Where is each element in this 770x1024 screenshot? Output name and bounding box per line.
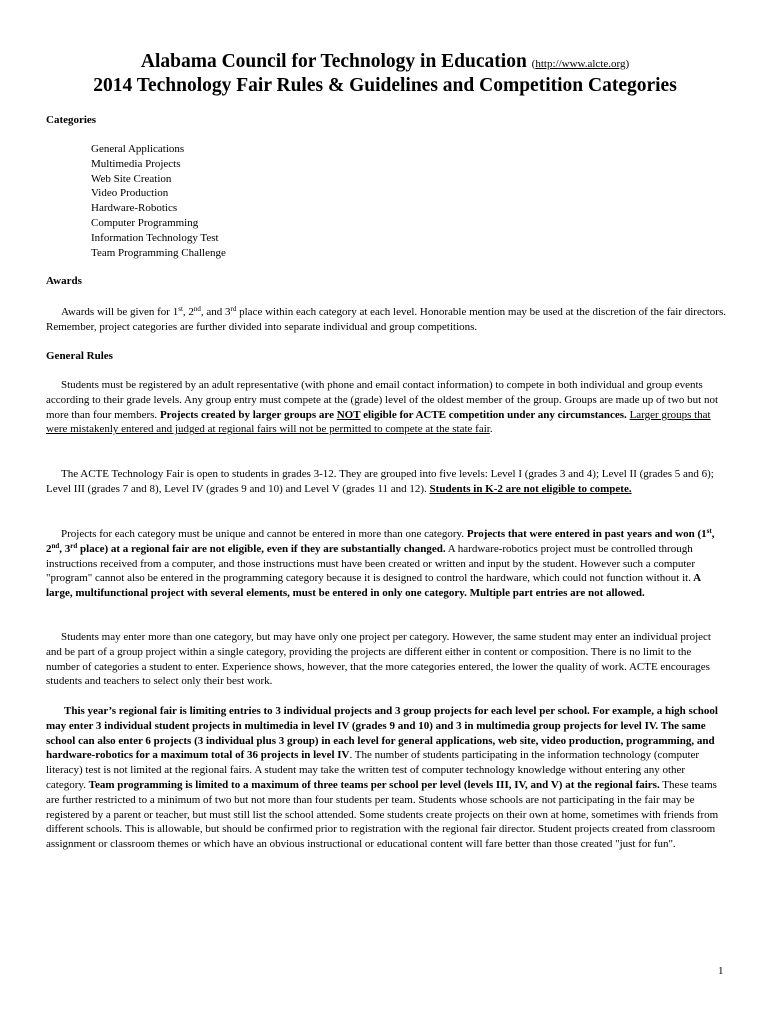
rules-paragraph-registration: Students must be registered by an adult representative (with phone and email contact information) to compete in both individual and group events according to their grade levels. Any group entry must compete at the (grade) level of the oldest member of the group. Groups are made up of two but not more than four members. Projects created by larger groups are NOT eligible for ACTE competition under any circumstances. Larger groups that were mistakenly entered and judged at regional fairs will not be permitted to compete at the state fair. — [46, 379, 719, 436]
alcte-website-link[interactable]: http://www.alcte.org — [535, 58, 626, 70]
awards-paragraph: Awards will be given for 1st, 2nd, and 3rd place within each category at each level. Honorable mention may be used at the discretion of the fair directors. Remember, project categories are further divided into separate individual and group competitions. — [46, 305, 726, 333]
document-title-line1 — [0, 50, 770, 76]
organization-name: Alabama Council for Technology in Education — [140, 51, 527, 72]
url-wrapper: (http://www.alcte.org) — [531, 58, 630, 70]
list-item: Computer Programming — [91, 216, 199, 229]
document-title-line2: 2014 Technology Fair Rules & Guidelines and Competition Categories — [93, 75, 677, 96]
list-item: Information Technology Test — [91, 231, 219, 244]
rules-paragraph-multiple-categories: Students may enter more than one category, but may have only one project per category. However, the same student may enter an individual project and be part of a group project within a single category, providing the projects are different either in content or composition. There is no limit to the number of categories a student to enter. Experience shows, however, that the more categories entered, the lower the quality of work. ACTE encourages students and teachers to select only their best work. — [46, 631, 711, 688]
list-item: General Applications — [91, 143, 185, 155]
awards-heading: Awards — [46, 275, 82, 287]
rules-paragraph-unique-projects: Projects for each category must be unique and cannot be entered in more than one category. Projects that were entered in past years and won (1st, 2nd, 3rd place) at a regional fair are not eligible, even if they are substantially changed. A hardware-robotics project must be controlled through instructions received from a computer, and those instructions must have been created or written and input by the student. However such a computer "program" cannot also be entered in the programming category because it is designed to control the hardware, which could not function without it. A large, multifunctional project with several elements, must be entered in only one category. Multiple part entries are not allowed. — [46, 527, 715, 600]
categories-list — [91, 142, 226, 260]
general-rules-heading: General Rules — [46, 350, 113, 362]
rules-paragraph-levels: The ACTE Technology Fair is open to students in grades 3-12. They are grouped into five levels: Level I (grades 3 and 4); Level II (grades 5 and 6); Level III (grades 7 and 8), Level IV (grades 9 and 10) and Level V (grades 11 and 12). Students in K-2 are not eligible to compete. — [46, 468, 714, 495]
list-item: Team Programming Challenge — [91, 246, 226, 259]
list-item: Video Production — [91, 187, 169, 200]
page-number: 1 — [718, 965, 724, 977]
categories-heading: Categories — [46, 114, 97, 126]
rules-paragraph-regional-limits: This year’s regional fair is limiting entries to 3 individual projects and 3 group projects for each level per school. For example, a high school may enter 3 individual student projects in multimedia in level IV (grades 9 and 10) and 3 in multimedia group projects for level IV. The same school can also enter 6 projects (3 individual plus 3 group) in each level for general applications, web site, video production, programming, and hardware-robotics for a maximum total of 36 projects in level IV. The number of students participating in the information technology (computer literacy) test is not limited at the regional fairs. A student may take the written test of computer technology knowledge without entering any other category. Team programming is limited to a maximum of three teams per school per level (levels III, IV, and V) at the regional fairs. These teams are further restricted to a minimum of two but not more than four students per team. Students whose schools are not participating in the fair may be registered by a parent or teacher, but must still list the school attended. Some students create projects on their own at home, sometimes with friends from different schools. This is allowable, but should be confirmed prior to registration with the regional fair director. Student projects created from classroom assignment or classroom themes or which have an obvious instructional or educational content will fare better than those created "just for fun". — [46, 705, 719, 851]
list-item: Hardware-Robotics — [91, 202, 178, 215]
list-item: Web Site Creation — [91, 172, 172, 185]
list-item: Multimedia Projects — [91, 157, 181, 170]
